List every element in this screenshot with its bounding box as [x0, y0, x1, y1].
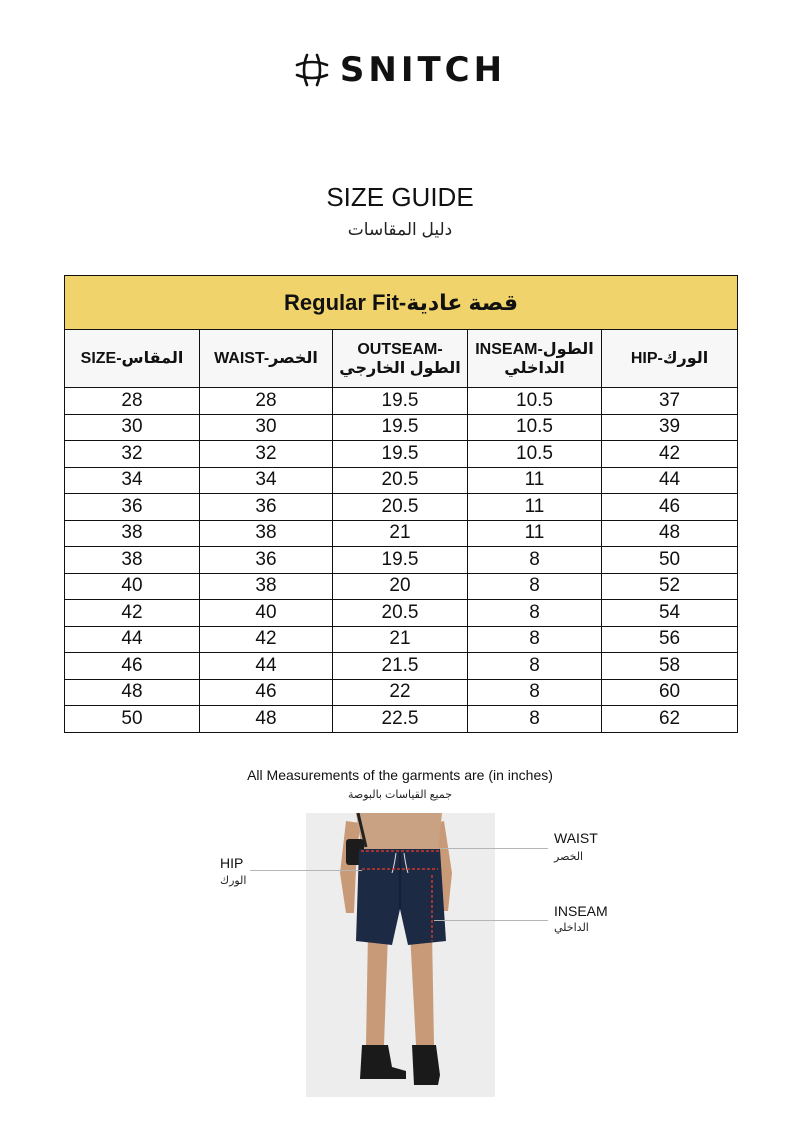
cell-hip: 54: [602, 600, 738, 627]
table-row: [65, 653, 738, 680]
cell-size: 38: [65, 547, 200, 574]
cell-size: 28: [65, 388, 200, 415]
cell-size: 30: [65, 414, 200, 441]
cell-hip: 52: [602, 573, 738, 600]
cell-waist: 40: [200, 600, 333, 627]
table-row: [65, 494, 738, 521]
inseam-label-arabic: الداخلي: [554, 922, 589, 934]
hip-leader-line: [250, 870, 362, 871]
cell-waist: 32: [200, 441, 333, 468]
cell-outseam: 19.5: [333, 388, 468, 415]
brand-name: SNITCH: [339, 50, 507, 90]
cell-hip: 48: [602, 520, 738, 547]
column-header-hip: HIP-الورك: [602, 330, 738, 388]
inseam-leader-line: [434, 920, 548, 921]
page-title: SIZE GUIDE: [326, 182, 474, 212]
model-photo: [306, 813, 495, 1097]
fit-title: Regular Fit-قصة عادية: [65, 276, 738, 330]
cell-hip: 56: [602, 626, 738, 653]
cell-outseam: 20.5: [333, 494, 468, 521]
cell-hip: 58: [602, 653, 738, 680]
cell-size: 38: [65, 520, 200, 547]
cell-inseam: 10.5: [468, 441, 602, 468]
cell-waist: 38: [200, 573, 333, 600]
cell-hip: 42: [602, 441, 738, 468]
waist-leader-line: [440, 848, 548, 849]
cell-outseam: 19.5: [333, 441, 468, 468]
table-row: [65, 679, 738, 706]
table-row: [65, 467, 738, 494]
page-title-arabic: دليل المقاسات: [347, 220, 453, 239]
table-row: [65, 626, 738, 653]
cell-inseam: 11: [468, 467, 602, 494]
cell-inseam: 8: [468, 600, 602, 627]
hip-label: HIP: [220, 855, 244, 871]
cell-outseam: 21: [333, 626, 468, 653]
cell-size: 44: [65, 626, 200, 653]
cell-waist: 42: [200, 626, 333, 653]
cell-hip: 39: [602, 414, 738, 441]
cell-outseam: 19.5: [333, 414, 468, 441]
model-illustration: [306, 813, 495, 1097]
cell-inseam: 11: [468, 520, 602, 547]
cell-waist: 46: [200, 679, 333, 706]
table-row: [65, 600, 738, 627]
table-row: [65, 547, 738, 574]
cell-size: 32: [65, 441, 200, 468]
size-table: [64, 275, 738, 733]
cell-outseam: 22.5: [333, 706, 468, 733]
hip-label-arabic: الورك: [220, 875, 247, 887]
cell-hip: 60: [602, 679, 738, 706]
inseam-label: INSEAM: [554, 903, 608, 919]
cell-inseam: 11: [468, 494, 602, 521]
cell-size: 40: [65, 573, 200, 600]
table-row: [65, 706, 738, 733]
cell-waist: 36: [200, 547, 333, 574]
cell-size: 48: [65, 679, 200, 706]
cell-size: 46: [65, 653, 200, 680]
cell-outseam: 21.5: [333, 653, 468, 680]
column-header-waist: WAIST-الخصر: [200, 330, 333, 388]
cell-hip: 37: [602, 388, 738, 415]
cell-inseam: 10.5: [468, 414, 602, 441]
cell-inseam: 8: [468, 679, 602, 706]
waist-label-arabic: الخصر: [554, 851, 584, 863]
table-row: [65, 388, 738, 415]
cell-inseam: 8: [468, 653, 602, 680]
cell-waist: 36: [200, 494, 333, 521]
cell-hip: 44: [602, 467, 738, 494]
table-row: [65, 414, 738, 441]
cell-hip: 46: [602, 494, 738, 521]
cell-hip: 50: [602, 547, 738, 574]
cell-waist: 30: [200, 414, 333, 441]
cell-inseam: 8: [468, 706, 602, 733]
cell-size: 36: [65, 494, 200, 521]
cell-waist: 34: [200, 467, 333, 494]
cell-outseam: 20.5: [333, 467, 468, 494]
cell-size: 34: [65, 467, 200, 494]
cell-waist: 48: [200, 706, 333, 733]
cell-outseam: 20: [333, 573, 468, 600]
cell-size: 42: [65, 600, 200, 627]
cell-size: 50: [65, 706, 200, 733]
cell-outseam: 19.5: [333, 547, 468, 574]
cell-waist: 28: [200, 388, 333, 415]
cell-hip: 62: [602, 706, 738, 733]
hash-grid-icon: [294, 52, 330, 88]
column-header-size: SIZE-المقاس: [65, 330, 200, 388]
cell-waist: 44: [200, 653, 333, 680]
column-header-outseam: OUTSEAM- الطول الخارجي: [333, 330, 468, 388]
cell-inseam: 8: [468, 573, 602, 600]
brand-logo: [0, 50, 800, 90]
cell-inseam: 8: [468, 547, 602, 574]
cell-inseam: 8: [468, 626, 602, 653]
table-row: [65, 441, 738, 468]
cell-inseam: 10.5: [468, 388, 602, 415]
table-row: [65, 573, 738, 600]
table-row: [65, 520, 738, 547]
measurement-note-arabic: جميع القياسات بالبوصة: [347, 789, 453, 801]
cell-waist: 38: [200, 520, 333, 547]
cell-outseam: 21: [333, 520, 468, 547]
cell-outseam: 22: [333, 679, 468, 706]
column-header-inseam: INSEAM-الطول الداخلي: [468, 330, 602, 388]
measurement-note: All Measurements of the garments are (in inches): [247, 767, 553, 783]
cell-outseam: 20.5: [333, 600, 468, 627]
waist-label: WAIST: [554, 830, 598, 846]
